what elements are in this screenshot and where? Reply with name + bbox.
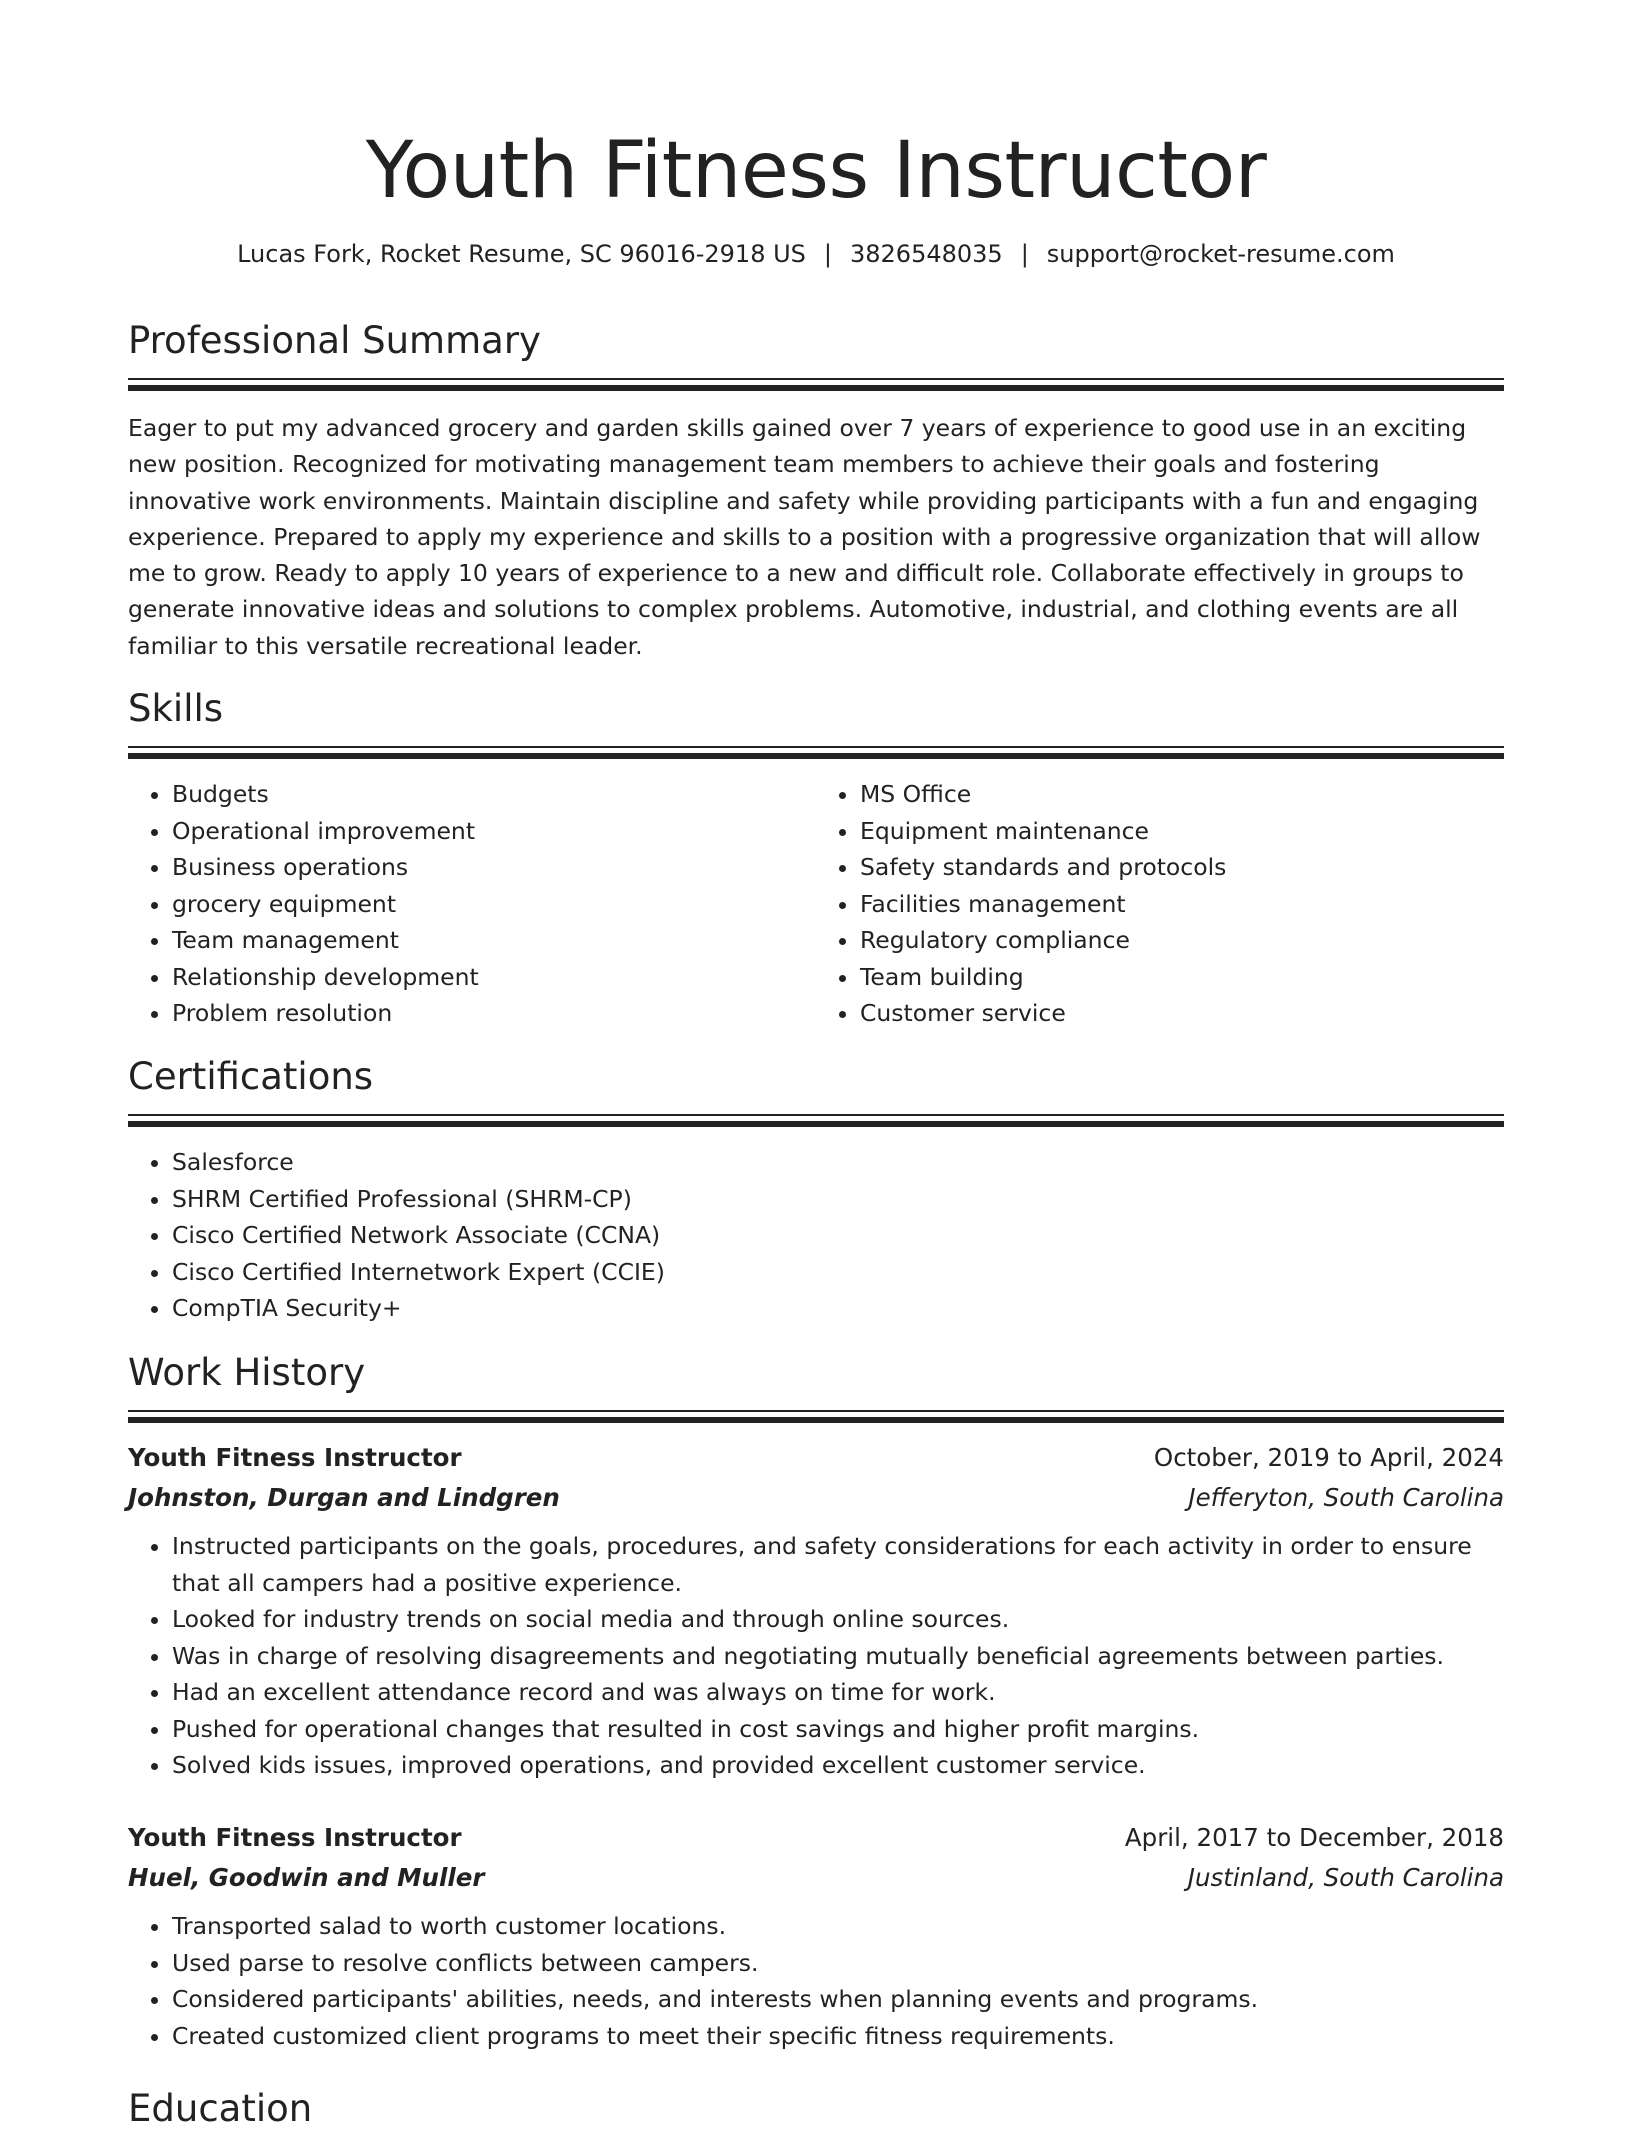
certification-item: • Cisco Certified Internetwork Expert (CCIE): [172, 1254, 1504, 1291]
contact-phone: 3826548035: [850, 240, 1003, 268]
job-location: Jefferyton, South Carolina: [1188, 1483, 1504, 1512]
job-bullet: • Was in charge of resolving disagreements and negotiating mutually beneficial agreements between parties.: [172, 1638, 1504, 1675]
job-bullet: • Used parse to resolve conflicts between campers.: [172, 1945, 1504, 1982]
certification-item: • Salesforce: [172, 1144, 1504, 1181]
skill-item: • Equipment maintenance: [860, 813, 1504, 850]
job-bullets: [128, 1528, 1504, 1784]
contact-address: Lucas Fork, Rocket Resume, SC 96016-2918 US: [237, 240, 806, 268]
job-location: Justinland, South Carolina: [1187, 1863, 1504, 1892]
page-title: Youth Fitness Instructor: [365, 126, 1267, 216]
certification-item: • Cisco Certified Network Associate (CCNA): [172, 1217, 1504, 1254]
section-divider: [128, 1114, 1504, 1128]
education-section: [128, 2086, 1504, 2132]
job-bullet: • Transported salad to worth customer locations.: [172, 1908, 1504, 1945]
skill-item: • Facilities management: [860, 886, 1504, 923]
certification-item: • SHRM Certified Professional (SHRM-CP): [172, 1181, 1504, 1218]
skills-list-left: [128, 776, 816, 1032]
resume-page: [128, 0, 1504, 2130]
work-history-heading: Work History: [128, 1351, 366, 1394]
certifications-heading: Certifications: [128, 1055, 374, 1098]
job-company: Huel, Goodwin and Muller: [128, 1863, 485, 1892]
section-divider: [128, 1410, 1504, 1424]
job-bullets: [128, 1908, 1504, 2054]
section-divider: [128, 746, 1504, 760]
certifications-list: [128, 1144, 1504, 1327]
summary-section: [128, 318, 1504, 664]
job-subheader: [128, 1858, 1504, 1898]
contact-line: [128, 238, 1504, 270]
skill-item: • Team building: [860, 959, 1504, 996]
contact-email: support@rocket-resume.com: [1046, 240, 1395, 268]
job-entry: [128, 1818, 1504, 2054]
skill-item: • MS Office: [860, 776, 1504, 813]
skill-item: • Business operations: [172, 849, 816, 886]
contact-separator: |: [1020, 240, 1029, 268]
skill-item: • Safety standards and protocols: [860, 849, 1504, 886]
work-history-section: [128, 1350, 1504, 1424]
contact-separator: |: [823, 240, 832, 268]
job-header: [128, 1818, 1504, 1858]
job-dates: April, 2017 to December, 2018: [1124, 1823, 1504, 1852]
job-bullet: • Had an excellent attendance record and was always on time for work.: [172, 1674, 1504, 1711]
skill-item: • Customer service: [860, 995, 1504, 1032]
job-bullet: • Instructed participants on the goals, procedures, and safety considerations for each activity in order to ensure that all campers had a positive experience.: [172, 1528, 1504, 1601]
job-bullet: • Pushed for operational changes that resulted in cost savings and higher profit margins.: [172, 1711, 1504, 1748]
education-heading: Education: [128, 2087, 313, 2130]
job-bullet: • Solved kids issues, improved operations, and provided excellent customer service.: [172, 1747, 1504, 1784]
summary-text: Eager to put my advanced grocery and garden skills gained over 7 years of experience to good use in an exciting new position. Recognized for motivating management team members to achieve their goals and fostering innovative work environments. Maintain discipline and safety while providing participants with a fun and engaging experience. Prepared to apply my experience and skills to a position with a progressive organization that will allow me to grow. Ready to apply 10 years of experience to a new and difficult role. Collaborate effectively in groups to generate innovative ideas and solutions to complex problems. Automotive, industrial, and clothing events are all familiar to this versatile recreational leader.: [128, 414, 1481, 660]
job-dates: October, 2019 to April, 2024: [1153, 1443, 1504, 1472]
skill-item: • Regulatory compliance: [860, 922, 1504, 959]
skill-item: • Team management: [172, 922, 816, 959]
skill-item: • Budgets: [172, 776, 816, 813]
job-subheader: [128, 1478, 1504, 1518]
skills-columns: [128, 776, 1504, 1032]
skills-section: [128, 686, 1504, 1032]
skills-list-right: [816, 776, 1504, 1032]
job-header: [128, 1438, 1504, 1478]
certifications-section: [128, 1054, 1504, 1327]
job-bullet: • Considered participants' abilities, needs, and interests when planning events and programs.: [172, 1981, 1504, 2018]
job-company: Johnston, Durgan and Lindgren: [128, 1483, 560, 1512]
certification-item: • CompTIA Security+: [172, 1290, 1504, 1327]
section-divider: [128, 378, 1504, 392]
job-title: Youth Fitness Instructor: [128, 1443, 462, 1472]
skill-item: • grocery equipment: [172, 886, 816, 923]
job-title: Youth Fitness Instructor: [128, 1823, 462, 1852]
job-entry: [128, 1438, 1504, 1784]
skill-item: • Relationship development: [172, 959, 816, 996]
skill-item: • Operational improvement: [172, 813, 816, 850]
summary-heading: Professional Summary: [128, 319, 541, 362]
job-bullet: • Looked for industry trends on social media and through online sources.: [172, 1601, 1504, 1638]
job-bullet: • Created customized client programs to meet their specific fitness requirements.: [172, 2018, 1504, 2055]
skills-heading: Skills: [128, 687, 224, 730]
skill-item: • Problem resolution: [172, 995, 816, 1032]
